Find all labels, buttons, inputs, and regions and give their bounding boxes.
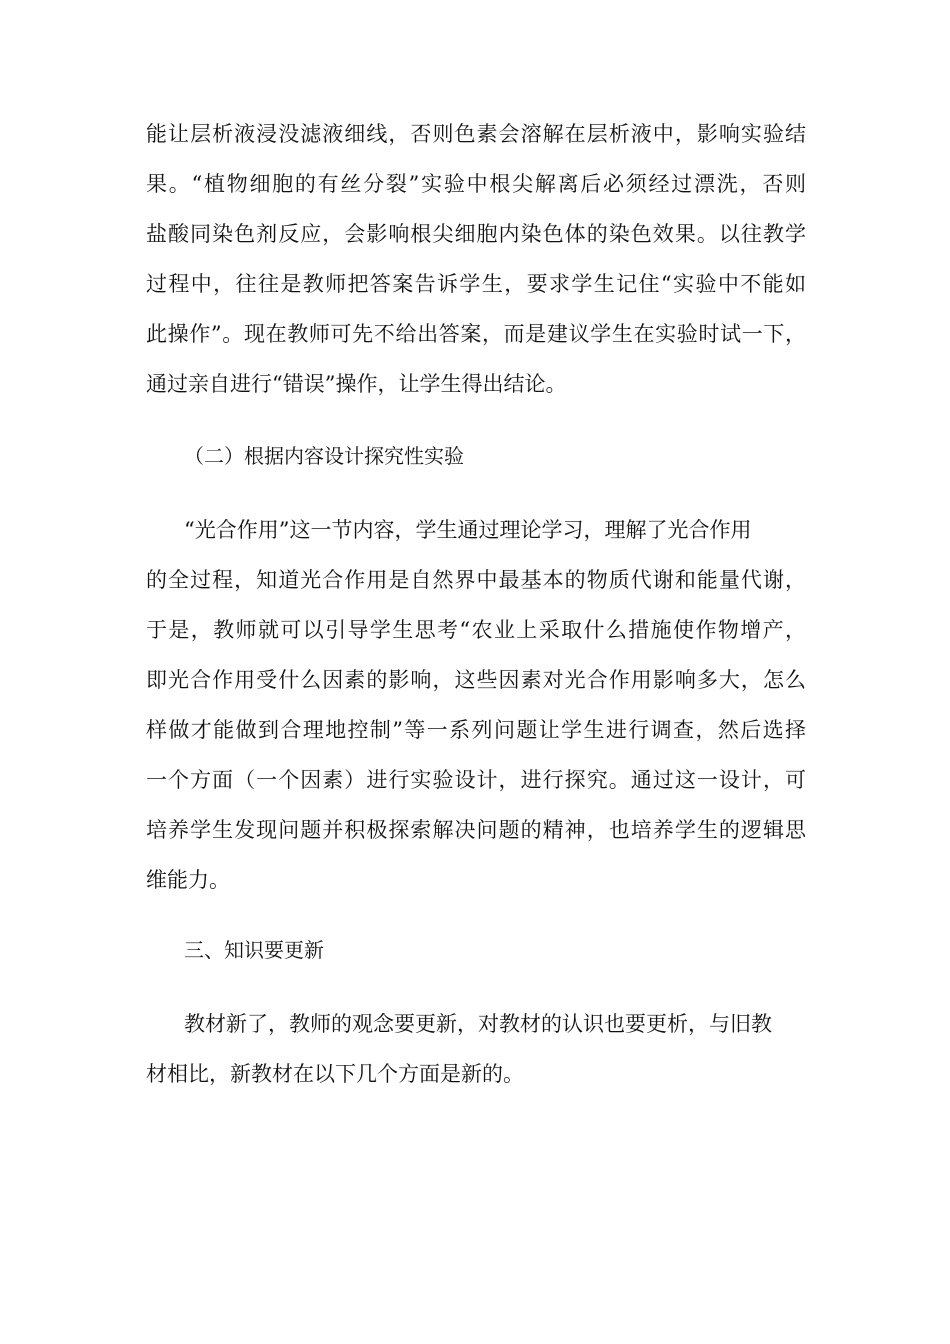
paragraph-1-line-5: 此操作”。现在教师可先不给出答案，而是建议学生在实验时试一下， (146, 322, 806, 346)
section-heading-2: （二）根据内容设计探究性实验 (184, 444, 464, 468)
paragraph-2-line-2: 的全过程，知道光合作用是自然界中最基本的物质代谢和能量代谢， (146, 568, 806, 592)
paragraph-2-line-5: 样做才能做到合理地控制”等一系列问题让学生进行调查，然后选择 (146, 718, 806, 742)
paragraph-2-line-4: 即光合作用受什么因素的影响，这些因素对光合作用影响多大，怎么 (146, 668, 806, 692)
paragraph-2-line-8: 维能力。 (146, 868, 230, 892)
section-heading-3: 三、知识要更新 (184, 938, 324, 962)
paragraph-3-line-1: 教材新了，教师的观念要更新，对教材的认识也要更析，与旧教 (184, 1012, 772, 1036)
paragraph-3-line-2: 材相比，新教材在以下几个方面是新的。 (146, 1062, 524, 1086)
paragraph-1-line-1: 能让层析液浸没滤液细线，否则色素会溶解在层析液中，影响实验结 (146, 122, 806, 146)
paragraph-2-line-1: “光合作用”这一节内容，学生通过理论学习，理解了光合作用 (184, 518, 752, 542)
paragraph-2-line-6: 一个方面（一个因素）进行实验设计，进行探究。通过这一设计，可 (146, 768, 806, 792)
paragraph-1-line-4: 过程中，往往是教师把答案告诉学生，要求学生记住“实验中不能如 (146, 272, 806, 296)
paragraph-2-line-3: 于是，教师就可以引导学生思考“农业上采取什么措施使作物增产， (146, 618, 806, 642)
paragraph-1-line-3: 盐酸同染色剂反应，会影响根尖细胞内染色体的染色效果。以往教学 (146, 222, 806, 246)
paragraph-1-line-6: 通过亲自进行“错误”操作，让学生得出结论。 (146, 372, 567, 396)
paragraph-2-line-7: 培养学生发现问题并积极探索解决问题的精神，也培养学生的逻辑思 (146, 818, 806, 842)
paragraph-1-line-2: 果。“植物细胞的有丝分裂”实验中根尖解离后必须经过漂洗，否则 (146, 172, 806, 196)
